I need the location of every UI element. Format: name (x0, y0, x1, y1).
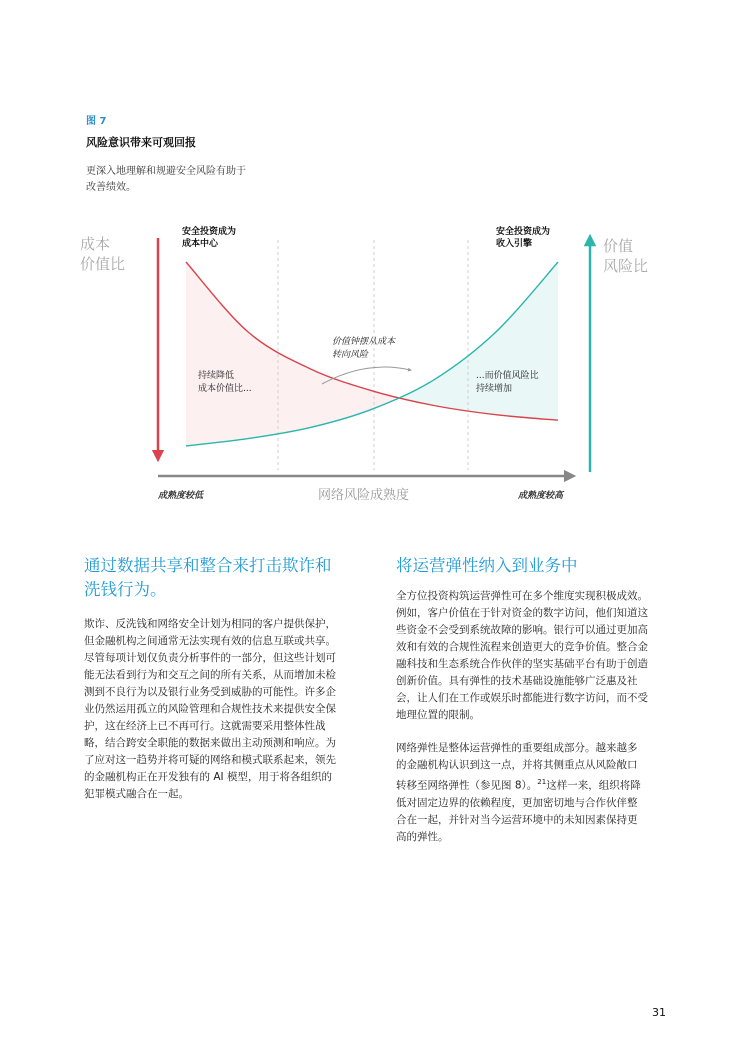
text-line: 护，这在经济上已不再可行。这就需要采用整体性战 (84, 720, 326, 732)
right-note (476, 370, 539, 396)
text-line: 的金融机构正在开发独有的 AI 模型，用于将各组织的 (84, 771, 332, 783)
left-axis-label (80, 234, 125, 274)
text-segment: 这样一来，组织将降 (546, 779, 641, 792)
left-axis-label-line: 价值比 (80, 255, 126, 273)
right-axis-label (603, 236, 648, 276)
top-left-note-line: 安全投资成为 (182, 227, 237, 237)
top-left-note-line: 成本中心 (182, 239, 219, 249)
text-line: 但金融机构之间通常无法实现有效的信息互联或共享。 (84, 635, 336, 647)
text-segment: 转移至网络弹性（参见图 8）。 (396, 779, 538, 792)
top-right-note-line: 收入引擎 (496, 239, 533, 249)
x-high-label: 成熟度较高 (518, 491, 564, 501)
text-line: 全方位投资构筑运营弹性可在多个维度实现积极成效。 (396, 590, 648, 602)
figure-subtitle-line: 改善绩效。 (86, 182, 136, 193)
left-paragraph (84, 616, 360, 803)
right-note-line: ...而价值风险比 (476, 371, 539, 381)
text-line: 测到不良行为以及银行业务受到威胁的可能性。许多企 (84, 686, 336, 698)
left-heading (84, 554, 374, 602)
top-right-note (496, 226, 550, 250)
right-heading: 将运营弹性纳入到业务中 (396, 556, 578, 575)
text-line: 欺诈、反洗钱和网络安全计划为相同的客户提供保护， (84, 618, 336, 630)
text-line: 地理位置的限制。 (396, 709, 480, 721)
middle-note (332, 336, 395, 362)
top-right-note-line: 安全投资成为 (496, 227, 551, 237)
page-number: 31 (652, 1006, 666, 1019)
middle-note-line: 转向风险 (332, 350, 369, 360)
right-axis-label-line: 价值 (603, 237, 634, 255)
text-line: 业仍然运用孤立的风险管理和合规性技术来提供安全保 (84, 703, 336, 715)
text-line: 犯罪模式融合在一起。 (84, 788, 189, 800)
left-note-line: 成本价值比... (198, 384, 252, 394)
left-axis-label-line: 成本 (80, 235, 111, 253)
text-line: 略，结合跨安全职能的数据来做出主动预测和响应。为 (84, 737, 336, 749)
right-note-line: 持续增加 (476, 384, 513, 394)
text-line: 合在一起，并针对当今运营环境中的未知因素保持更 (396, 813, 638, 826)
text-line: 了应对这一趋势并将可疑的网络和模式联系起来，领先 (84, 754, 336, 766)
right-axis-label-line: 风险比 (603, 257, 649, 275)
left-note (198, 370, 252, 396)
text-line: 会，让人们在工作或娱乐时都能进行数字访问，而不受 (396, 692, 648, 704)
right-paragraph-1 (396, 588, 672, 724)
middle-note-line: 价值钟摆从成本 (332, 337, 396, 347)
footnote-ref: 21 (537, 778, 547, 786)
text-line (396, 774, 672, 795)
text-line: 创新价值。具有弹性的技术基础设施能够广泛惠及社 (396, 675, 638, 687)
figure-subtitle-line: 更深入地理解和规避安全风险有助于 (86, 166, 246, 177)
text-line: 高的弹性。 (396, 830, 449, 843)
text-line: 能无法看到行为和交互之间的所有关系，从而增加未检 (84, 669, 336, 681)
x-axis-title: 网络风险成熟度 (318, 488, 410, 503)
text-line: 融科技和生态系统合作伙伴的坚实基础平台有助于创造 (396, 658, 648, 670)
text-line: 网络弹性是整体运营弹性的重要组成部分。越来越多 (396, 742, 638, 754)
left-heading-line: 通过数据共享和整合来打击欺诈和 (84, 556, 332, 575)
right-paragraph-2 (396, 740, 672, 846)
text-line: 尽管每项计划仅负责分析事件的一部分，但这些计划可 (84, 652, 336, 664)
x-low-label: 成熟度较低 (158, 491, 204, 501)
left-heading-line: 洗钱行为。 (84, 580, 167, 599)
left-note-line: 持续降低 (198, 371, 235, 381)
text-line: 例如，客户价值在于针对资金的数字访问，他们知道这 (396, 607, 648, 619)
text-line: 效和有效的合规性流程来创造更大的竞争价值。整合金 (396, 641, 648, 653)
text-line: 些资金不会受到系统故障的影响。银行可以通过更加高 (396, 624, 648, 636)
text-line: 低对固定边界的依赖程度，更加密切地与合作伙伴整 (396, 796, 638, 809)
top-left-note (182, 226, 236, 250)
figure-title: 风险意识带来可观回报 (86, 136, 196, 149)
figure-label: 图 7 (86, 116, 107, 127)
text-line: 的金融机构认识到这一点，并将其侧重点从风险敞口 (396, 759, 638, 771)
